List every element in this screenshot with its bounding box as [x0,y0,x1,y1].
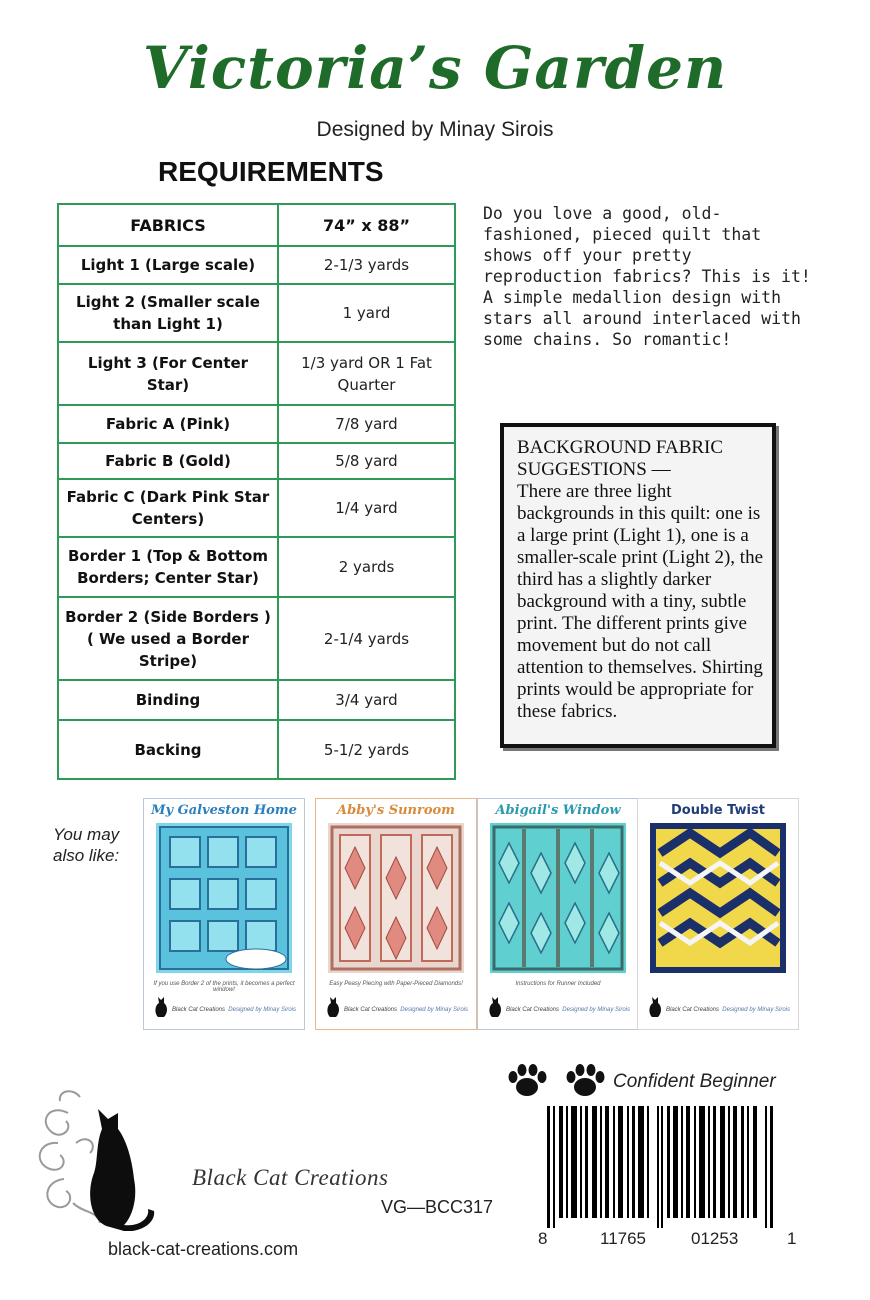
black-cat-icon [152,995,172,1017]
page-title: Victoria’s Garden [142,34,728,102]
paw-print-icon [509,1064,547,1096]
table-row [58,720,455,779]
barcode-lead-digit: 8 [538,1229,548,1248]
table-row [58,479,455,537]
intro-paragraph: Do you love a good, old-fashioned, pieced quilt that shows off your pretty reproduction fabrics? This is it! A simple medallion design with stars all around interlaced with some chains. So romantic! [483,204,811,349]
table-row [58,597,455,680]
cover-designer: Designed by Minay Sirois [228,1007,296,1013]
cover-title: Double Twist [671,803,765,818]
cover-designer: Designed by Minay Sirois [400,1007,468,1013]
fabric-amount: 1/3 yard OR 1 Fat Quarter [278,342,455,405]
table-header-row [58,204,455,246]
fabric-name: Fabric A (Pink) [58,405,278,443]
black-cat-icon [324,995,344,1017]
column-header-size: 74” x 88” [278,204,455,246]
quilt-illustration [156,823,292,973]
table-row [58,537,455,597]
fabric-name: Light 1 (Large scale) [58,246,278,284]
cover-note: Easy Peasy Piecing with Paper-Pieced Diamonds! [329,981,463,987]
black-cat-logo [28,1083,198,1231]
website-link[interactable]: black-cat-creations.com [108,1239,299,1259]
quilt-illustration [328,823,464,973]
fabric-amount: 2-1/3 yards [278,246,455,284]
skill-level: Confident Beginner [613,1071,776,1092]
cover-title: My Galveston Home [151,803,297,818]
fabric-name: Backing [58,720,278,779]
related-pattern-my-galveston-home[interactable] [143,798,305,1030]
table-row [58,342,455,405]
cover-title: Abigail's Window [495,803,621,818]
fabric-name: Fabric C (Dark Pink Star Centers) [58,479,278,537]
quilt-illustration [650,823,786,973]
designer-byline: Designed by Minay Sirois [316,118,554,141]
barcode-check-digit: 1 [787,1229,797,1248]
fabric-name: Light 2 (Smaller scale than Light 1) [58,284,278,342]
fabric-amount: 5-1/2 yards [278,720,455,779]
related-pattern-abigails-window[interactable] [477,798,639,1030]
fabric-amount: 7/8 yard [278,405,455,443]
cover-brand: Black Cat Creations [666,1007,720,1013]
paw-print-icon [567,1064,605,1096]
black-cat-icon [486,995,506,1017]
table-row [58,246,455,284]
table-row [58,680,455,720]
table-row [58,405,455,443]
fabric-amount: 5/8 yard [278,443,455,479]
cover-title: Abby's Sunroom [337,803,455,818]
barcode-group-2: 01253 [691,1229,739,1248]
fabric-amount: 1/4 yard [278,479,455,537]
background-suggestions-box [500,423,776,748]
related-label: You may also like: [53,825,120,865]
related-pattern-abbys-sunroom[interactable] [315,798,477,1030]
black-cat-icon [646,995,666,1017]
related-pattern-double-twist[interactable] [637,798,799,1030]
table-row [58,284,455,342]
cover-brand: Black Cat Creations [344,1007,398,1013]
cover-brand: Black Cat Creations [172,1007,226,1013]
cover-note: Instructions for Runner Included [515,981,601,987]
cover-designer: Designed by Minay Sirois [562,1007,630,1013]
fabric-name: Fabric B (Gold) [58,443,278,479]
background-suggestions-heading: BACKGROUND FABRIC SUGGESTIONS — [517,437,724,480]
column-header-fabrics: FABRICS [58,204,278,246]
fabric-amount: 1 yard [278,284,455,342]
requirements-heading: REQUIREMENTS [158,156,384,187]
brand-name: Black Cat Creations [192,1165,389,1190]
upc-barcode [547,1106,775,1228]
cover-designer: Designed by Minay Sirois [722,1007,790,1013]
requirements-table [57,203,456,780]
fabric-amount: 3/4 yard [278,680,455,720]
barcode-group-1: 11765 [600,1229,647,1248]
fabric-name: Binding [58,680,278,720]
skill-paws [503,1062,609,1098]
fabric-name: Light 3 (For Center Star) [58,342,278,405]
fabric-amount: 2-1/4 yards [278,597,455,680]
background-suggestions-body: There are three light backgrounds in this quilt: one is a large print (Light 1), one is a smaller-scale print (Light 2), the third has a slightly darker background with a tiny, subtle print. The different prints give movement but do not call attention to themselves. Shirting prints would be appropriate for these fabrics. [517,481,764,722]
table-row [58,443,455,479]
fabric-name: Border 1 (Top & Bottom Borders; Center Star) [58,537,278,597]
product-sku: VG—BCC317 [381,1197,494,1217]
cover-brand: Black Cat Creations [506,1007,560,1013]
fabric-name: Border 2 (Side Borders ) ( We used a Border Stripe) [58,597,278,680]
quilt-illustration [490,823,626,973]
fabric-amount: 2 yards [278,537,455,597]
cover-note: If you use Border 2 of the prints, it becomes a perfect window! [153,981,295,993]
